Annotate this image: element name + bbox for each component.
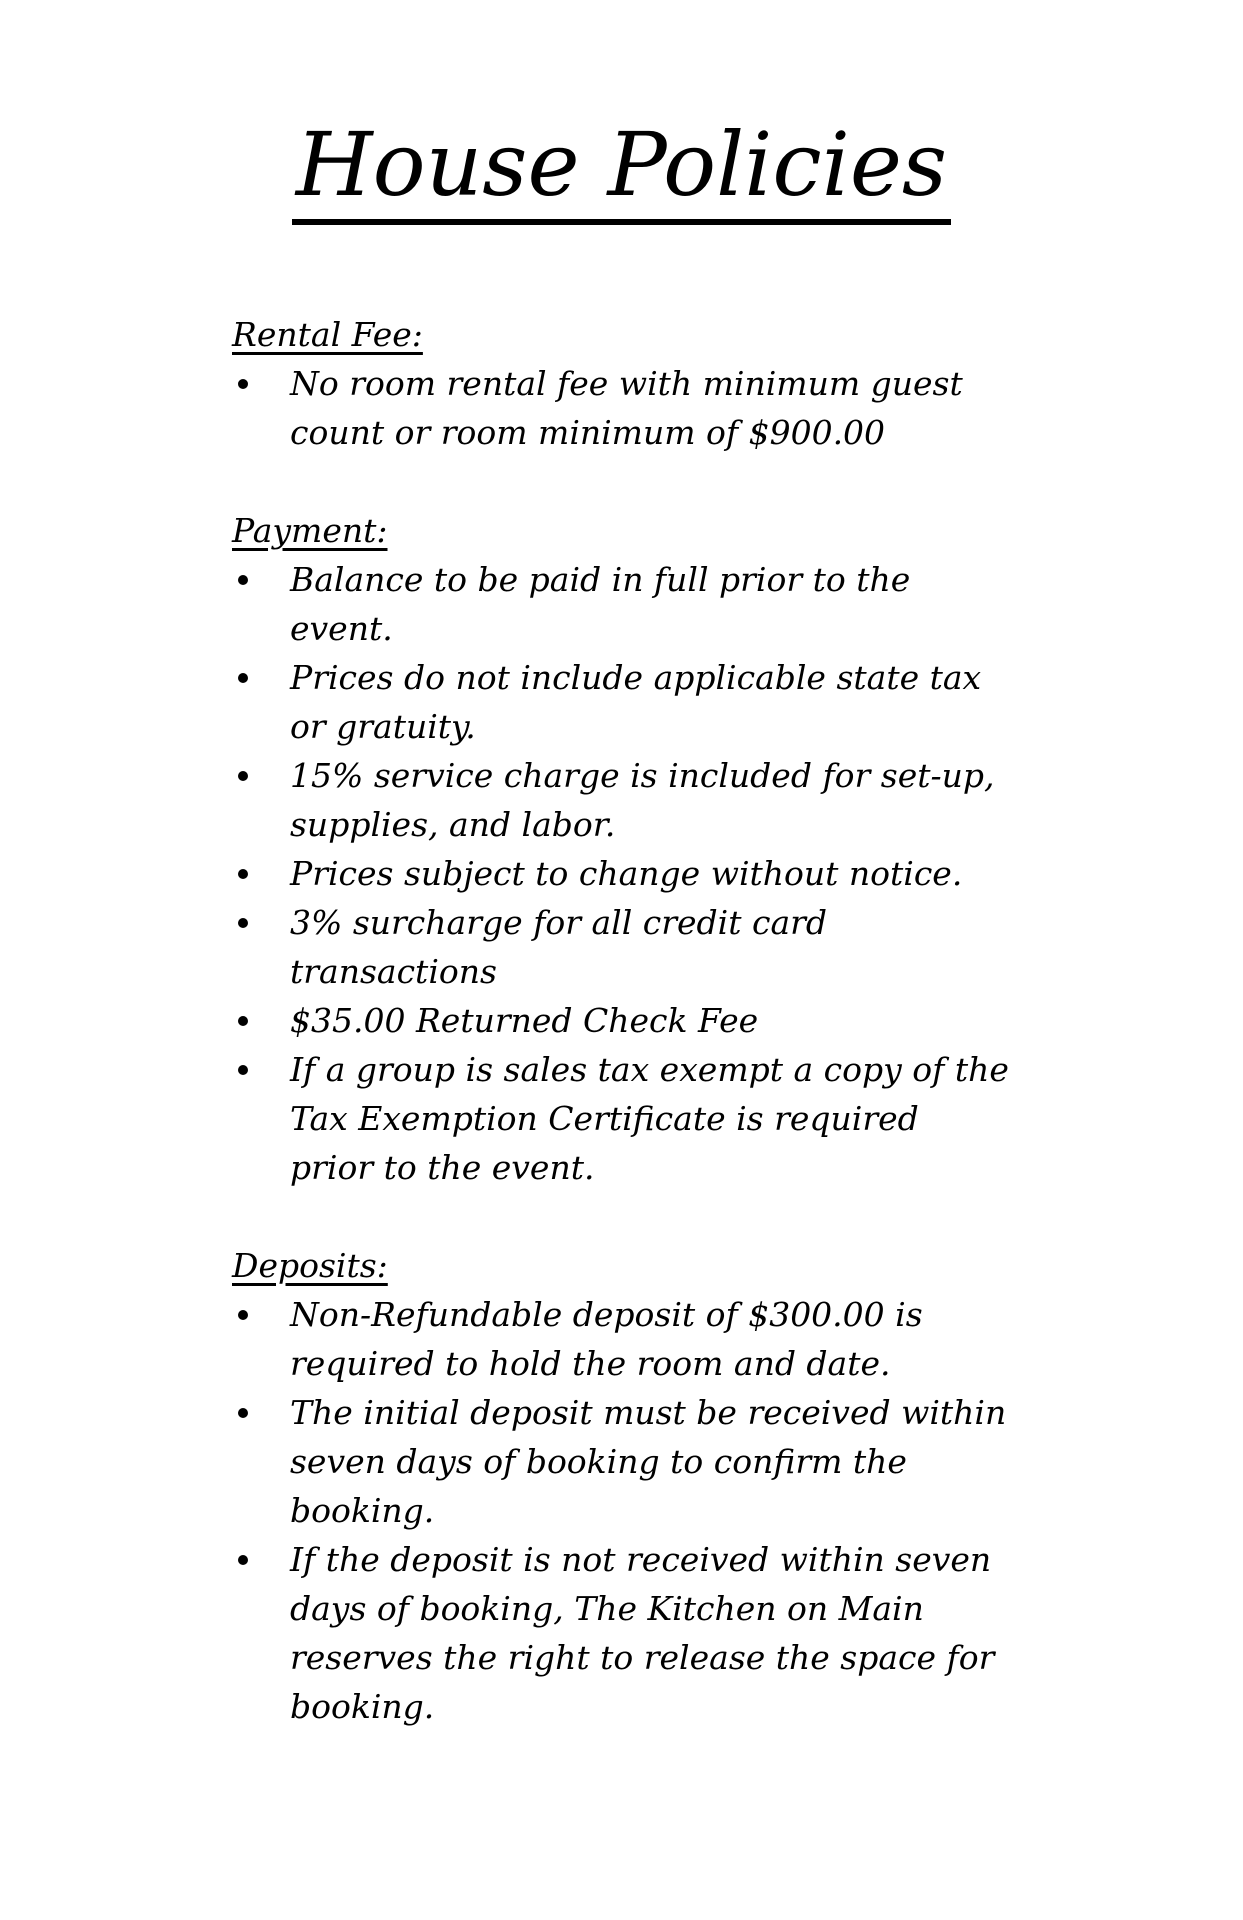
bullet-list: [232, 359, 1012, 457]
bullet-icon: [238, 575, 248, 585]
list-item: [232, 1388, 1012, 1535]
list-item: [232, 1535, 1012, 1731]
bullet-icon: [238, 1065, 248, 1075]
bullet-icon: [238, 869, 248, 879]
list-item: [232, 1290, 1012, 1388]
section-heading: Rental Fee:: [232, 315, 423, 354]
section-deposits: [232, 1241, 1012, 1731]
page-title: [0, 110, 1243, 225]
section-payment: [232, 506, 1012, 1192]
list-item-text: If a group is sales tax exempt a copy of the Tax Exemption Certificate is required prior to the event.: [290, 1050, 1009, 1187]
policies-content: [232, 310, 1012, 1780]
list-item: [232, 898, 1012, 996]
list-item: [232, 849, 1012, 898]
bullet-icon: [238, 1555, 248, 1565]
list-item-text: Non-Refundable deposit of $300.00 is required to hold the room and date.: [290, 1295, 923, 1383]
list-item-text: The initial deposit must be received within seven days of booking to confirm the booking.: [290, 1393, 1007, 1530]
list-item: [232, 555, 1012, 653]
list-item-text: 15% service charge is included for set-up, supplies, and labor.: [290, 756, 995, 844]
bullet-icon: [238, 918, 248, 928]
bullet-icon: [238, 673, 248, 683]
section-heading: Deposits:: [232, 1246, 388, 1285]
bullet-icon: [238, 1310, 248, 1320]
bullet-list: [232, 1290, 1012, 1731]
list-item: [232, 751, 1012, 849]
list-item-text: 3% surcharge for all credit card transactions: [290, 903, 828, 991]
list-item-text: No room rental fee with minimum guest count or room minimum of $900.00: [290, 364, 963, 452]
section-heading: Payment:: [232, 511, 388, 550]
list-item-text: Balance to be paid in full prior to the event.: [290, 560, 911, 648]
bullet-icon: [238, 1016, 248, 1026]
list-item-text: $35.00 Returned Check Fee: [290, 1001, 759, 1040]
list-item-text: Prices do not include applicable state tax or gratuity.: [290, 658, 982, 746]
list-item: [232, 996, 1012, 1045]
bullet-icon: [238, 379, 248, 389]
list-item: [232, 1045, 1012, 1192]
list-item: [232, 653, 1012, 751]
list-item-text: Prices subject to change without notice.: [290, 854, 963, 893]
bullet-list: [232, 555, 1012, 1192]
bullet-icon: [238, 1408, 248, 1418]
bullet-icon: [238, 771, 248, 781]
page-title-text: House Policies: [292, 115, 951, 225]
list-item: [232, 359, 1012, 457]
list-item-text: If the deposit is not received within seven days of booking, The Kitchen on Main reserves the right to release the space for booking.: [290, 1540, 995, 1726]
section-rental-fee: [232, 310, 1012, 457]
